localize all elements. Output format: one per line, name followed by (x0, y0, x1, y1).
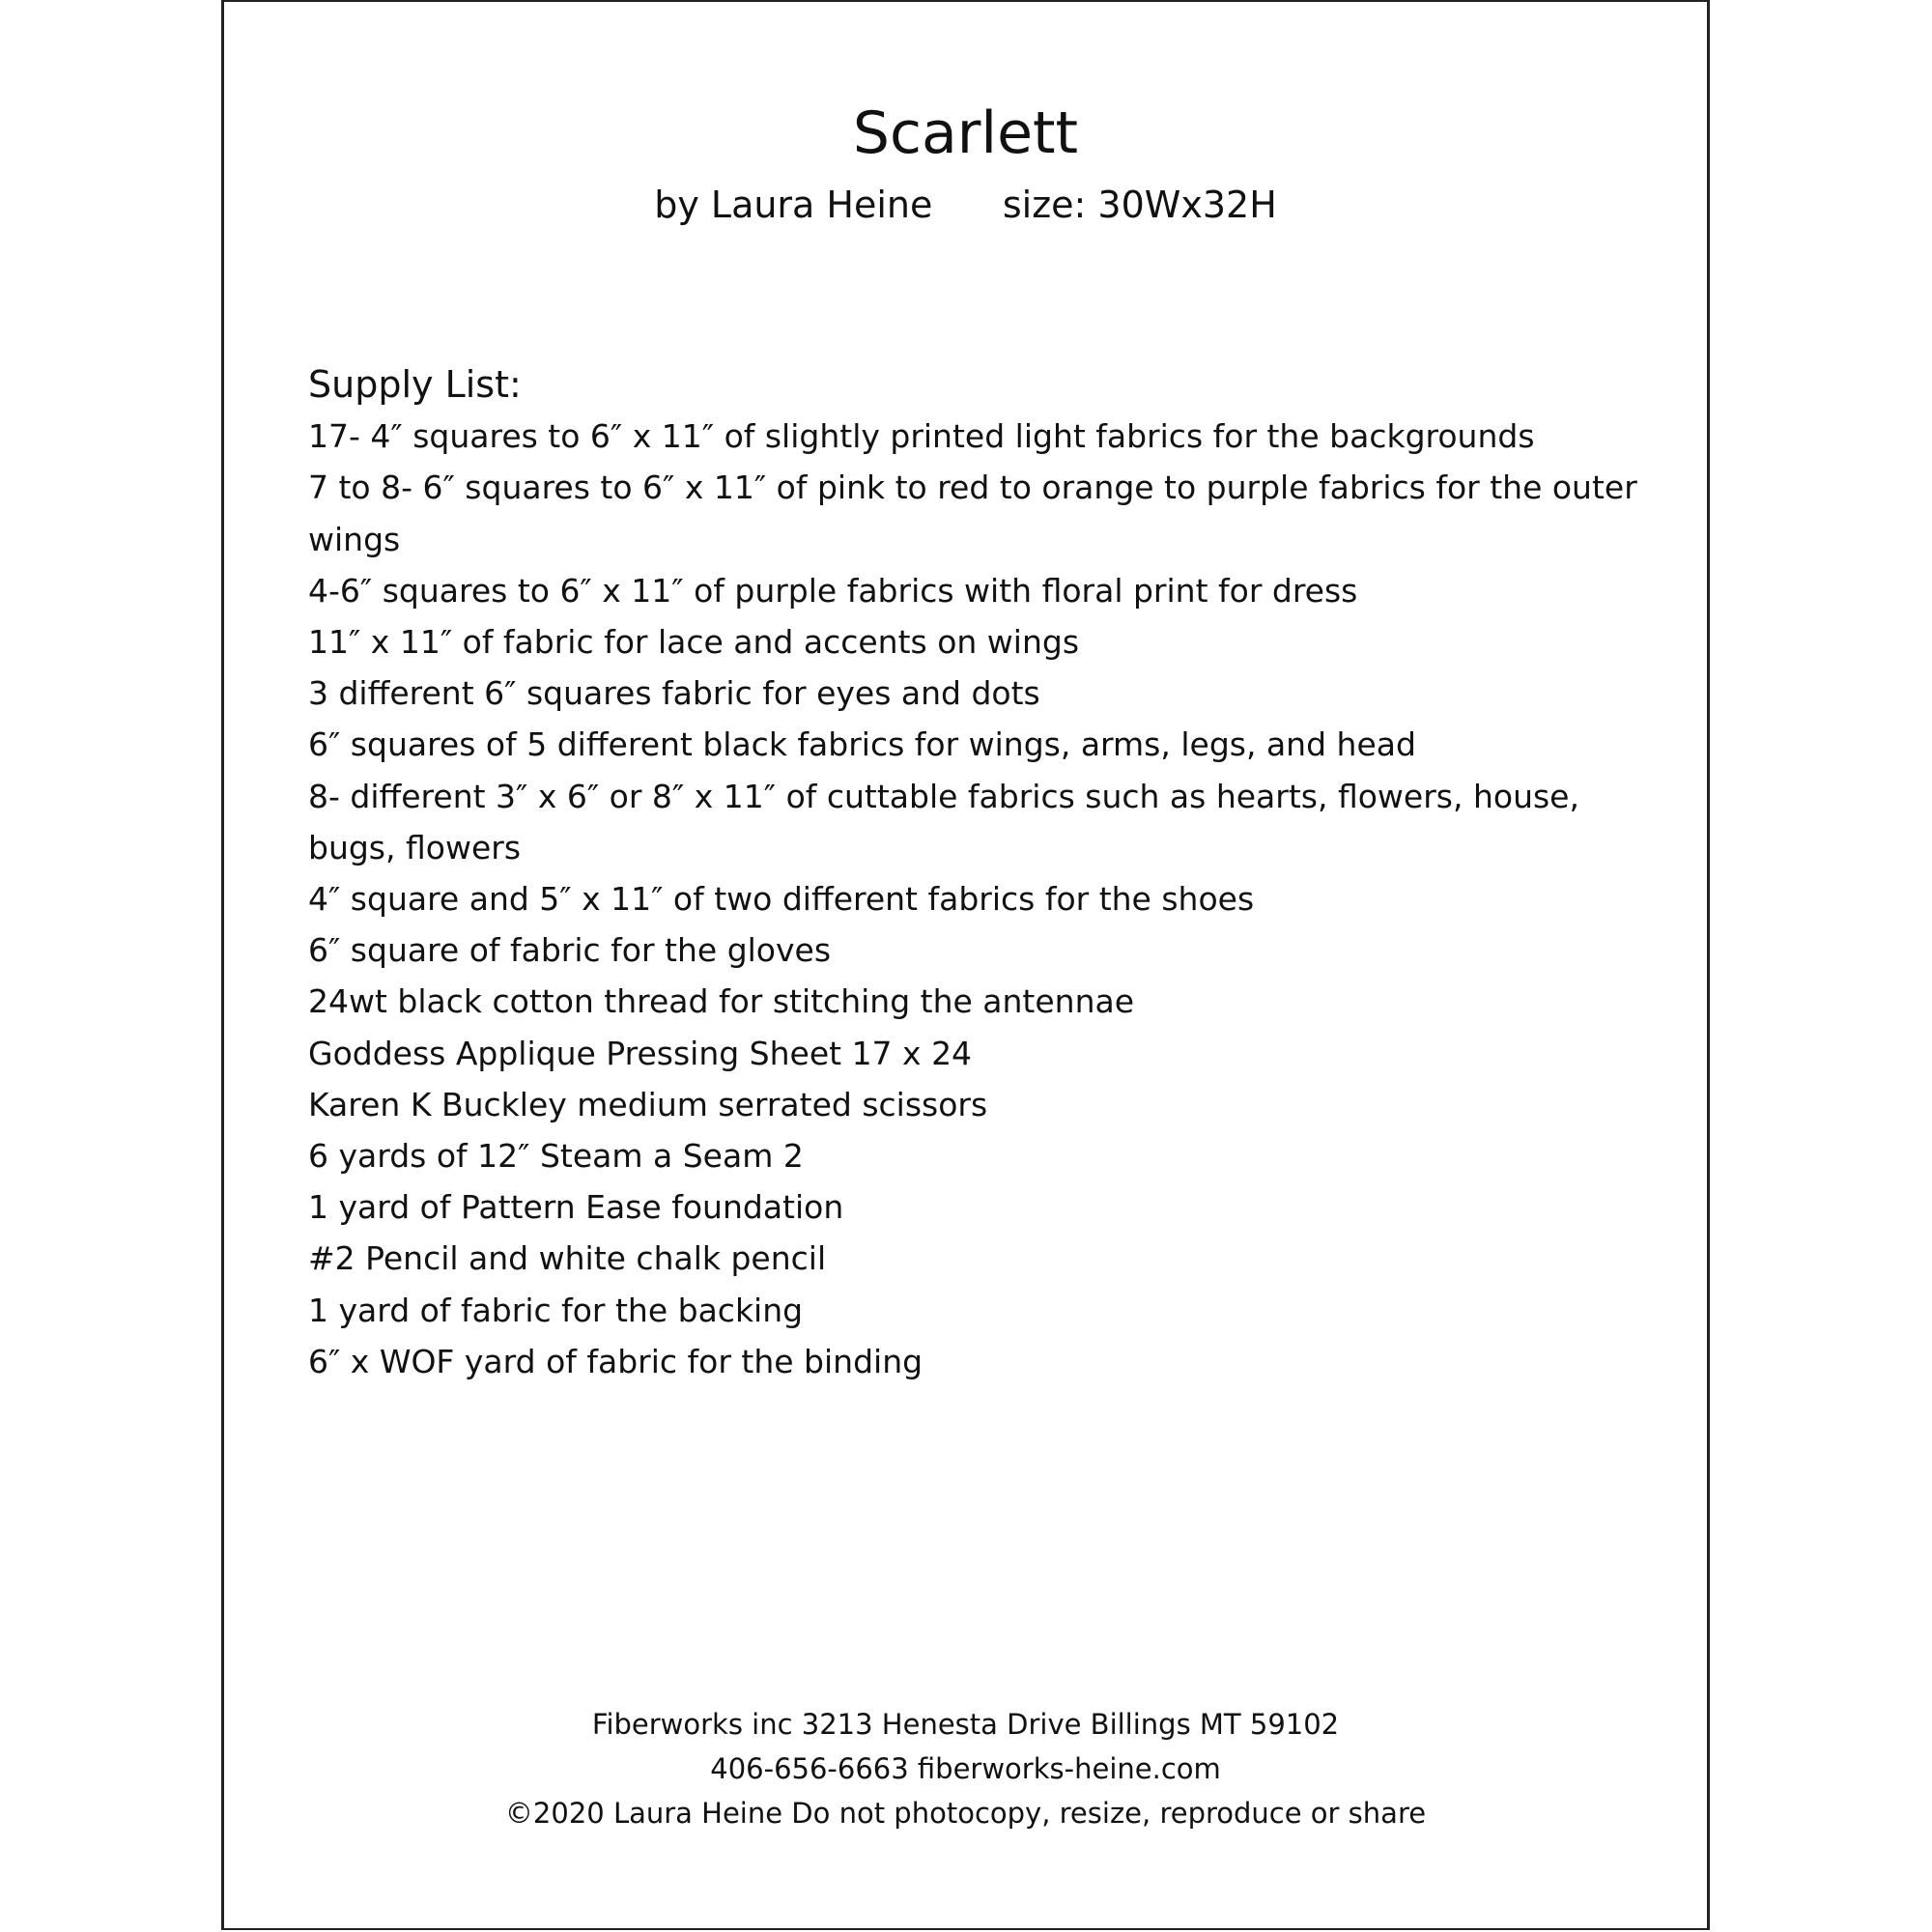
supply-item: Goddess Applique Pressing Sheet 17 x 24 (308, 1034, 973, 1072)
supply-item: 24wt black cotton thread for stitching the antennae (308, 982, 1135, 1021)
supply-list-section (308, 359, 1641, 1387)
publisher-footer (224, 1702, 1707, 1835)
pattern-sheet (221, 0, 1710, 1930)
supply-item: 11″ x 11″ of fabric for lace and accents on wings (308, 623, 1080, 662)
publisher-contact: 406-656-6663 fiberworks-heine.com (710, 1752, 1221, 1785)
supply-item: 6″ x WOF yard of fabric for the binding (308, 1342, 923, 1380)
supply-list-heading: Supply List: (308, 363, 522, 406)
author-size-line: by Laura Heine size: 30Wx32H (654, 184, 1277, 226)
supply-list (308, 411, 1641, 1387)
supply-item: 7 to 8- 6″ squares to 6″ x 11″ of pink to red to orange to purple fabrics for the outer wings (308, 469, 1637, 558)
supply-item: 3 different 6″ squares fabric for eyes and dots (308, 674, 1040, 713)
supply-item: 4-6″ squares to 6″ x 11″ of purple fabrics with floral print for dress (308, 571, 1358, 610)
supply-item: 17- 4″ squares to 6″ x 11″ of slightly printed light fabrics for the backgrounds (308, 417, 1535, 456)
publisher-address: Fiberworks inc 3213 Henesta Drive Billings MT 59102 (591, 1708, 1340, 1741)
supply-item: #2 Pencil and white chalk pencil (308, 1239, 827, 1278)
page-title: Scarlett (852, 99, 1079, 167)
supply-item: 4″ square and 5″ x 11″ of two different fabrics for the shoes (308, 880, 1255, 919)
supply-item: 6 yards of 12″ Steam a Seam 2 (308, 1137, 804, 1176)
supply-item: 8- different 3″ x 6″ or 8″ x 11″ of cuttable fabrics such as hearts, flowers, house, bugs, flowers (308, 777, 1579, 867)
supply-item: 1 yard of Pattern Ease foundation (308, 1188, 844, 1227)
supply-item: Karen K Buckley medium serrated scissors (308, 1085, 988, 1123)
supply-item: 6″ square of fabric for the gloves (308, 931, 832, 970)
copyright-notice: ©2020 Laura Heine Do not photocopy, resize, reproduce or share (504, 1797, 1427, 1830)
supply-item: 1 yard of fabric for the backing (308, 1291, 804, 1329)
supply-item: 6″ squares of 5 different black fabrics for wings, arms, legs, and head (308, 725, 1416, 764)
